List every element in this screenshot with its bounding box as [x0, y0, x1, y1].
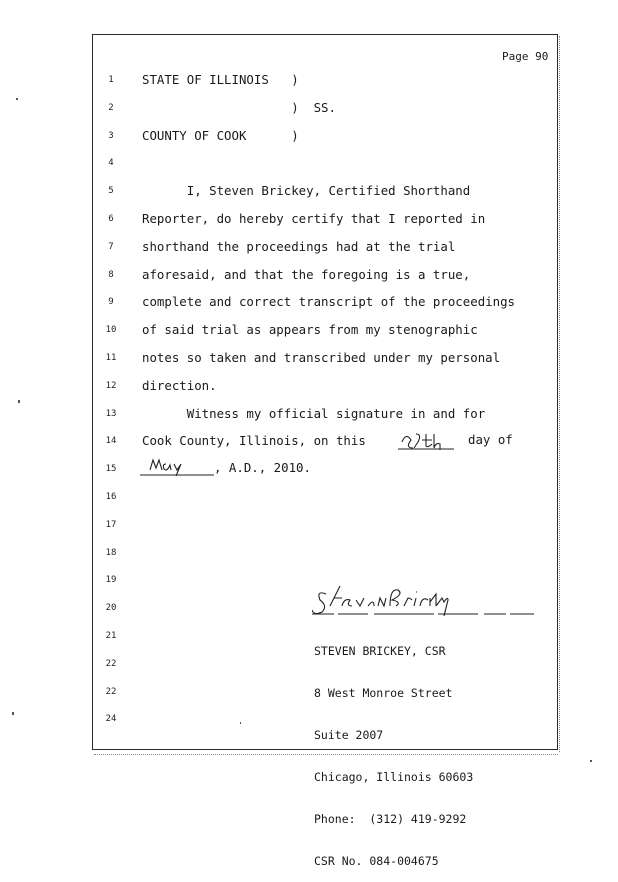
- line-number: 13: [105, 408, 117, 419]
- transcript-line: STATE OF ILLINOIS ): [142, 72, 299, 87]
- handwritten-month-text: May: [140, 454, 142, 455]
- reporter-address-1: 8 West Monroe Street: [314, 686, 453, 700]
- line-number: 10: [105, 325, 117, 336]
- line-number: 16: [105, 492, 117, 502]
- transcript-line: notes so taken and transcribed under my personal: [142, 350, 501, 365]
- line-number: 3: [108, 130, 114, 141]
- transcript-line: Reporter, do hereby certify that I reported in: [142, 211, 486, 226]
- line-number: 15: [105, 464, 117, 475]
- transcript-line: ) SS.: [142, 99, 336, 115]
- line-number: 9: [108, 297, 114, 308]
- handwritten-signature: [312, 584, 540, 620]
- line-number: 8: [108, 269, 114, 280]
- handwritten-day: [396, 428, 458, 452]
- line-number: 22: [105, 686, 117, 697]
- scan-speck: [18, 400, 20, 403]
- transcript-line: COUNTY OF COOK ): [142, 127, 299, 143]
- transcript-line: Cook County, Illinois, on this: [142, 433, 366, 449]
- line-number: 1: [108, 75, 114, 85]
- line-number: 22: [105, 658, 117, 669]
- handwritten-signature-text: Steven Brickey: [312, 584, 321, 585]
- day-of-label: day of: [468, 432, 513, 447]
- line-number: 17: [105, 519, 117, 530]
- scan-speck: [16, 98, 18, 100]
- transcript-line: direction.: [142, 377, 217, 393]
- page-number: Page 90: [502, 50, 549, 63]
- transcript-line: of said trial as appears from my stenographic: [142, 322, 478, 338]
- scan-speck: [240, 722, 241, 724]
- transcript-line: I, Steven Brickey, Certified Shorthand: [142, 183, 471, 199]
- line-number: 11: [105, 353, 117, 363]
- transcript-line: aforesaid, and that the foregoing is a true,: [142, 266, 471, 282]
- transcript-line: complete and correct transcript of the proceedings: [142, 294, 515, 310]
- line-number: 19: [105, 575, 117, 586]
- transcript-line: shorthand the proceedings had at the trial: [142, 238, 456, 254]
- year-text: , A.D., 2010.: [214, 460, 311, 475]
- line-number: 6: [108, 214, 114, 224]
- reporter-info: [314, 616, 473, 882]
- reporter-address-2: Suite 2007: [314, 728, 384, 742]
- line-number: 7: [108, 241, 114, 252]
- scan-speck: [590, 760, 592, 762]
- handwritten-day-text: 27th: [396, 428, 399, 429]
- line-number: 5: [108, 186, 114, 197]
- scan-speck: [12, 712, 14, 715]
- line-number: 2: [108, 102, 114, 113]
- line-number: 4: [108, 158, 114, 169]
- reporter-phone: Phone: (312) 419-9292: [314, 812, 467, 826]
- line-number: 24: [105, 714, 117, 725]
- line-number: 21: [105, 631, 117, 641]
- line-number: 18: [105, 547, 117, 558]
- line-number: 20: [105, 603, 117, 614]
- line-number: 14: [105, 436, 117, 447]
- reporter-city: Chicago, Illinois 60603: [314, 770, 474, 784]
- line-number: 12: [105, 380, 117, 391]
- frame-edge-right: [556, 36, 560, 752]
- reporter-name: STEVEN BRICKEY, CSR: [314, 644, 446, 658]
- transcript-line: Witness my official signature in and for: [142, 405, 486, 421]
- handwritten-month: [140, 454, 216, 478]
- reporter-csr: CSR No. 084-004675: [314, 854, 439, 868]
